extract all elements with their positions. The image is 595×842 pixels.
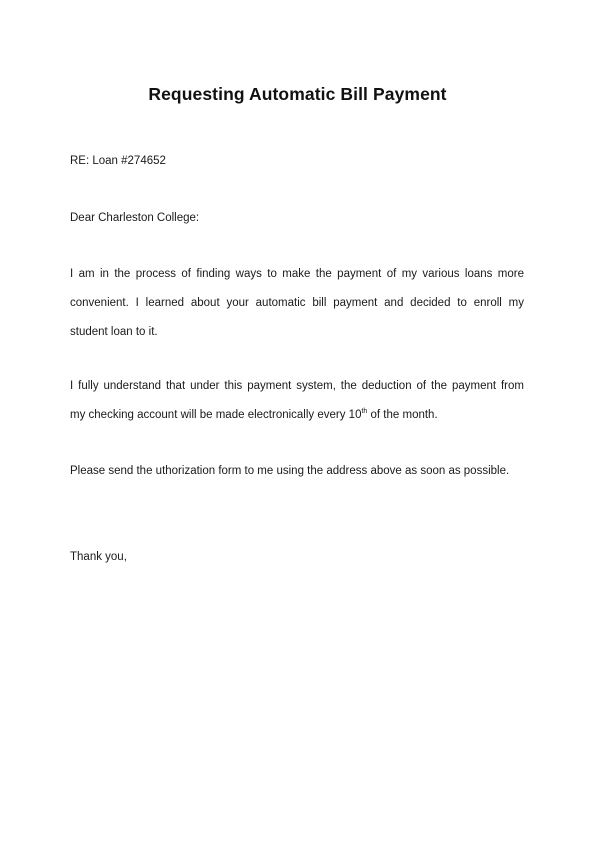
paragraph-2-line-2-text: my checking account will be made electronically every 10 — [70, 409, 362, 421]
paragraph-2 — [70, 379, 524, 437]
closing: Thank you, — [70, 551, 127, 563]
paragraph-2-line-2 — [70, 408, 524, 437]
document-title: Requesting Automatic Bill Payment — [148, 84, 447, 104]
paragraph-1 — [70, 267, 524, 354]
ordinal-suffix: th — [361, 408, 368, 415]
reference-line: RE: Loan #274652 — [70, 155, 166, 167]
paragraph-2-line-1: I fully understand that under this payment system, the deduction of the payment from — [70, 380, 524, 392]
paragraph-1-line-2: convenient. I learned about your automatic bill payment and decided to enroll my — [70, 297, 524, 309]
paragraph-1-line-1: I am in the process of finding ways to make the payment of my various loans more — [70, 268, 524, 280]
paragraph-2-line-2-end: of the month. — [367, 409, 438, 421]
paragraph-1-line-3: student loan to it. — [70, 326, 158, 338]
paragraph-3: Please send the uthorization form to me using the address above as soon as possible. — [70, 465, 510, 477]
salutation: Dear Charleston College: — [70, 212, 200, 224]
